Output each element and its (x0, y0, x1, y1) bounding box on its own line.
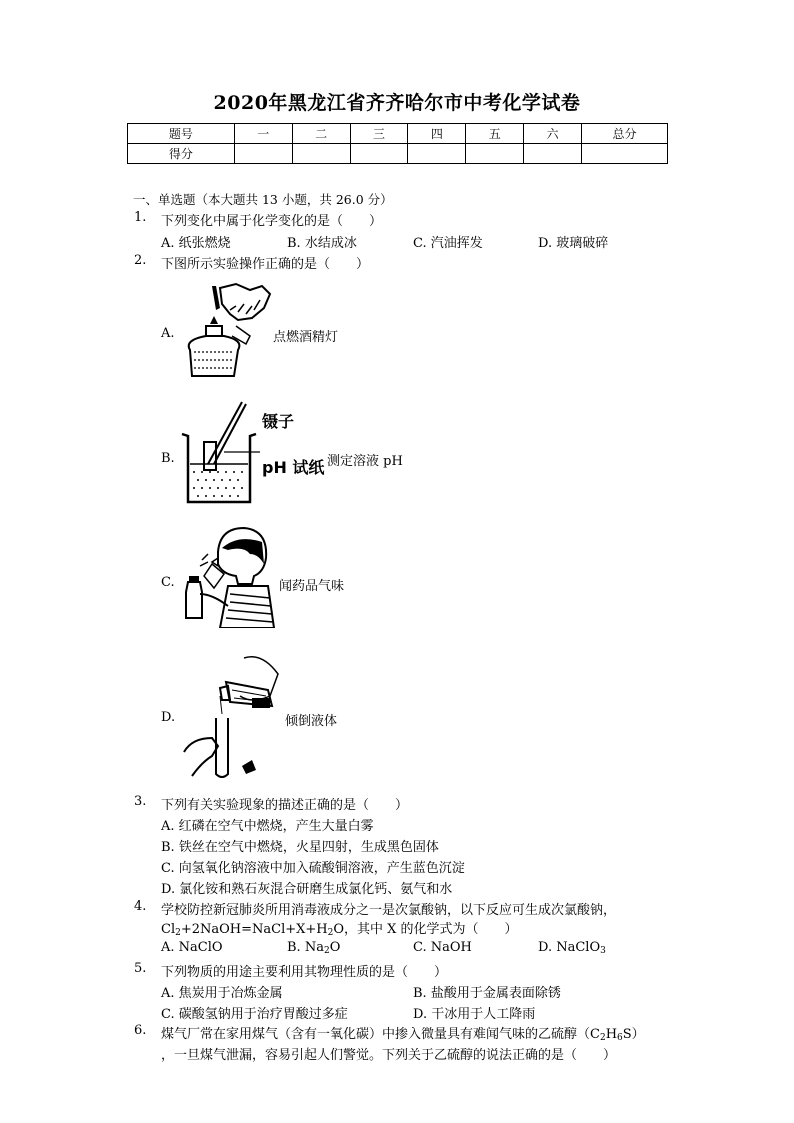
eq-part: O，其中 X 的化学式为（ ） (333, 922, 518, 937)
question-6-line1 (161, 1023, 645, 1043)
question-1-text: 下列变化中属于化学变化的是（ ） (161, 214, 383, 229)
score-cell (524, 144, 582, 164)
score-cell (466, 144, 524, 164)
q2-option-a-letter[interactable]: A. (161, 326, 175, 341)
q2-option-d-letter[interactable]: D. (161, 710, 176, 725)
eq-part: Cl (161, 922, 176, 937)
q3-option-d[interactable]: D. 氯化铵和熟石灰混合研磨生成氯化钙、氨气和水 (161, 882, 453, 897)
question-4-equation (161, 918, 518, 938)
score-cell: 题号 (128, 124, 235, 144)
q5-option-b[interactable]: B. 盐酸用于金属表面除锈 (413, 986, 561, 1001)
question-4-line1: 学校防控新冠肺炎所用消毒液成分之一是次氯酸钠，以下反应可生成次氯酸钠， (161, 903, 617, 918)
q6-subscript: 2 (599, 1033, 606, 1043)
eq-subscript: 2 (327, 928, 334, 938)
score-cell (582, 144, 668, 164)
q2-option-c-letter[interactable]: C. (161, 575, 175, 590)
score-cell: 一 (234, 124, 292, 144)
opt-part: D. NaClO (538, 940, 601, 955)
q6-part: S） (622, 1027, 645, 1042)
opt-subscript: 3 (600, 946, 606, 956)
score-cell (408, 144, 466, 164)
q3-option-b[interactable]: B. 铁丝在空气中燃烧，火星四射，生成黑色固体 (161, 840, 439, 855)
score-cell: 六 (524, 124, 582, 144)
opt-subscript: 2 (323, 946, 330, 956)
q5-option-d[interactable]: D. 干冰用于人工降雨 (413, 1007, 536, 1022)
q1-option-d[interactable]: D. 玻璃破碎 (538, 236, 609, 251)
score-cell: 五 (466, 124, 524, 144)
question-number: 5. (134, 961, 147, 976)
q2-option-b-letter[interactable]: B. (161, 451, 175, 466)
score-cell (350, 144, 408, 164)
score-cell: 二 (292, 124, 350, 144)
question-number: 3. (134, 794, 147, 809)
score-cell: 四 (408, 124, 466, 144)
q2-option-d-caption: 倾倒液体 (285, 714, 338, 729)
q4-option-a[interactable]: A. NaClO (161, 940, 223, 955)
question-6-line2: ，一旦煤气泄漏，容易引起人们警觉。下列关于乙硫醇的说法正确的是（ ） (161, 1048, 617, 1063)
q1-option-c[interactable]: C. 汽油挥发 (413, 236, 483, 251)
question-2-text: 下图所示实验操作正确的是（ ） (161, 257, 370, 272)
beaker-ph-figure (180, 398, 266, 510)
q1-option-a[interactable]: A. 纸张燃烧 (161, 236, 231, 251)
score-cell: 得分 (128, 144, 235, 164)
q4-option-d[interactable] (538, 940, 606, 956)
ph-paper-label: pH 试纸 (262, 458, 325, 477)
opt-part: O (329, 940, 341, 955)
q2-option-b-caption: 测定溶液 pH (327, 454, 403, 469)
q6-part: H (605, 1027, 618, 1042)
q2-option-a-caption: 点燃酒精灯 (273, 330, 339, 345)
score-cell (234, 144, 292, 164)
question-number: 1. (134, 210, 147, 225)
question-3-text: 下列有关实验现象的描述正确的是（ ） (161, 798, 409, 813)
q3-option-c[interactable]: C. 向氢氧化钠溶液中加入硫酸铜溶液，产生蓝色沉淀 (161, 861, 465, 876)
question-number: 6. (134, 1023, 147, 1038)
tweezers-label: 镊子 (262, 412, 295, 431)
q5-option-a[interactable]: A. 焦炭用于冶炼金属 (161, 986, 283, 1001)
q1-option-b[interactable]: B. 水结成冰 (287, 236, 357, 251)
eq-subscript: 2 (175, 928, 181, 938)
score-cell: 三 (350, 124, 408, 144)
q6-subscript: 6 (617, 1033, 623, 1043)
q6-part: 煤气厂常在家用煤气（含有一氧化碳）中掺入微量具有难闻气味的乙硫醇（C (161, 1027, 600, 1042)
q2-option-c-caption: 闻药品气味 (279, 579, 345, 594)
section-heading: 一、单选题（本大题共 13 小题，共 26.0 分） (133, 192, 393, 207)
score-table-header-row (128, 124, 668, 144)
question-number: 4. (134, 899, 147, 914)
score-cell: 总分 (582, 124, 668, 144)
pouring-liquid-figure (182, 652, 286, 778)
question-number: 2. (134, 253, 147, 268)
score-table-score-row (128, 144, 668, 164)
q5-option-c[interactable]: C. 碳酸氢钠用于治疗胃酸过多症 (161, 1007, 348, 1022)
score-table (127, 123, 668, 164)
page-title: 2020年黑龙江省齐齐哈尔市中考化学试卷 (213, 92, 581, 114)
alcohol-lamp-figure (180, 280, 272, 384)
smelling-figure (178, 524, 278, 628)
q4-option-c[interactable]: C. NaOH (413, 940, 472, 955)
score-cell (292, 144, 350, 164)
q3-option-a[interactable]: A. 红磷在空气中燃烧，产生大量白雾 (161, 819, 374, 834)
opt-part: B. Na (287, 940, 324, 955)
eq-part: +2NaOH=NaCl+X+H (180, 922, 328, 937)
q4-option-b[interactable] (287, 940, 340, 956)
question-5-text: 下列物质的用途主要利用其物理性质的是（ ） (161, 965, 448, 980)
